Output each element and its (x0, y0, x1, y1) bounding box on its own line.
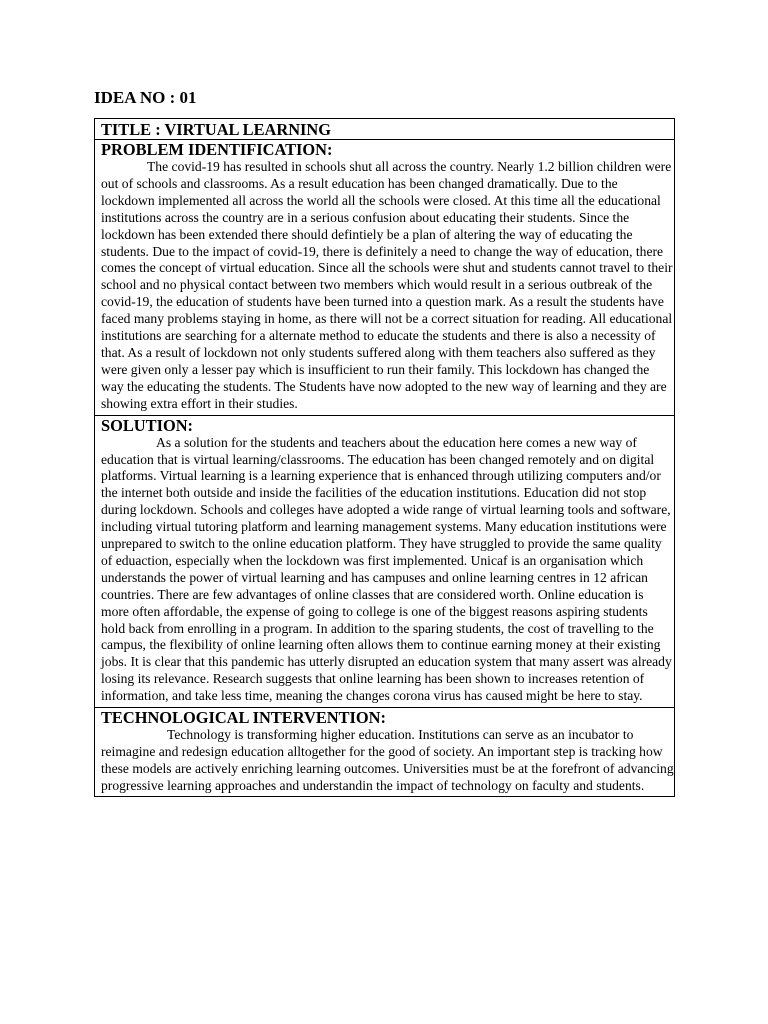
solution-section (95, 416, 674, 709)
solution-body: As a solution for the students and teachers about the education here comes a new way of education that is virtual learning/classrooms. The education has been changed remotely and on digital platforms. Virtual learning is a learning experience that is enhanced through utilizing computers and/or the internet both outside and inside the facilities of the education institutions. Education did not stop during lockdown. Schools and colleges have adopted a wide range of virtual learning tools and software, including virtual tutoring platform and learning management systems. Many education institutions were unprepared to switch to the online education platform. They have struggled to provide the same quality of eduaction, especially when the lockdown was first implemented. Unicaf is an organisation which understands the power of virtual learning and has campuses and online learning centres in 12 african countries. There are few advantages of online classes that are considered worth. Online education is more often affordable, the expense of going to college is one of the biggest reasons aspiring students hold back from enrolling in a program. In addition to the sparing students, the cost of travelling to the campus, the flexibility of online learning often allows them to continue earning money at their existing jobs. It is clear that this pandemic has utterly disrupted an education system that many assert was already losing its relevance. Research suggests that online learning has been shown to increases retention of information, and take less time, meaning the changes corona virus has caused might be here to stay. (101, 434, 672, 704)
idea-table (94, 118, 675, 797)
problem-heading: PROBLEM IDENTIFICATION: (101, 140, 333, 159)
idea-number-heading: IDEA NO : 01 (94, 88, 197, 107)
problem-body: The covid-19 has resulted in schools shut all across the country. Nearly 1.2 billion children were out of schools and classrooms. As a result education has been changed dramatically. Due to the lockdown implemented all across the world all the schools were closed. At this time all the educational institutions across the country are in a serious confusion about educating their students. Since the lockdown has been extended there should defintiely be a plan of altering the way of educating the students. Due to the impact of covid-19, there is definitely a need to change the way of education, there comes the concept of virtual education. Since all the schools were shut and students cannot travel to their school and no physical contact between two members which would result in a serious outbreak of the covid-19, the education of students have been turned into a question mark. As a result the students have faced many problems staying in home, as there will not be a correct situation for reading. All educational institutions are searching for a alternate method to educate the students and there is also a necessity of that. As a result of lockdown not only students suffered along with them teachers also suffered as they were given only a lesser pay which is insufficient to run their family. This lockdown has changed the way the educating the students. The Students have now adopted to the new way of learning and they are showing extra effort in their studies. (101, 159, 673, 411)
problem-section (95, 140, 674, 416)
tech-section (95, 708, 674, 796)
solution-heading: SOLUTION: (101, 415, 193, 435)
idea-title: TITLE : VIRTUAL LEARNING (101, 120, 332, 139)
title-row (95, 119, 674, 140)
tech-body: Technology is transforming higher education. Institutions can serve as an incubator to reimagine and redesign education alltogether for the good of society. An important step is tracking how these models are actively enriching learning outcomes. Universities must be at the forefront of advancing progressive learning approaches and understandin the impact of technology on faculty and students. (101, 727, 674, 793)
tech-heading: TECHNOLOGICAL INTERVENTION: (101, 708, 386, 728)
